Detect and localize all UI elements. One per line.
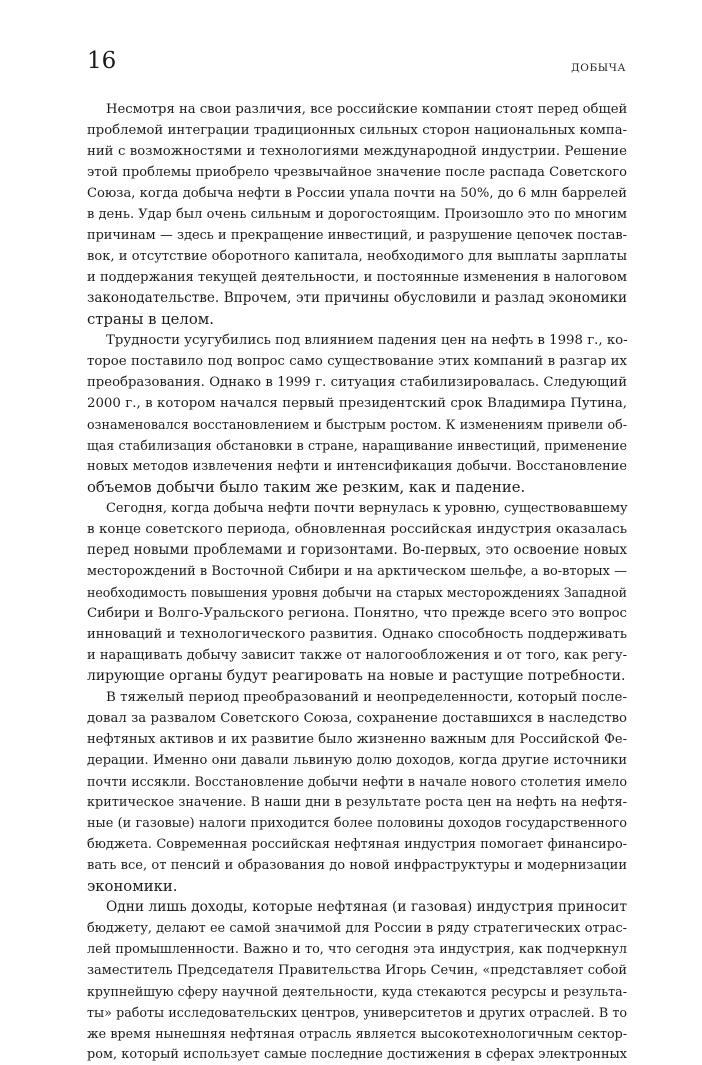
text-line: ты» работы исследовательских центров, университетов и других отраслей. В то xyxy=(87,1005,627,1020)
text-line: законодательстве. Впрочем, эти причины обусловили и разлад экономики xyxy=(87,290,627,306)
text-line: нефтяных активов и их развитие было жизненно важным для Российской Фе- xyxy=(87,732,627,747)
paragraph-5 xyxy=(87,897,627,1065)
text-line: необходимость повышения уровня добычи на старых месторождениях Западной xyxy=(87,585,627,600)
text-line: ний с возможностями и технологиями международной индустрии. Решение xyxy=(87,144,627,159)
text-line: месторождений в Восточной Сибири и на арктическом шельфе, а во-вторых — xyxy=(87,564,627,579)
text-line: объемов добычи было таким же резким, как и падение. xyxy=(87,479,526,496)
text-line: заместитель Председателя Правительства Игорь Сечин, «представляет собой xyxy=(87,963,627,978)
text-line: крупнейшую сферу научной деятельности, куда стекаются ресурсы и результа- xyxy=(87,984,627,999)
text-line: вать все, от пенсий и образования до новой инфраструктуры и модернизации xyxy=(87,858,627,873)
text-line: лей промышленности. Важно и то, что сегодня эта индустрия, как подчеркнул xyxy=(87,942,627,957)
text-line: Одни лишь доходы, которые нефтяная (и газовая) индустрия приносит xyxy=(106,899,627,915)
text-line: и наращивать добычу зависит также от налогообложения и от того, как регу- xyxy=(87,648,627,663)
text-line: инноваций и технологического развития. Однако способность поддерживать xyxy=(87,627,627,642)
text-line: Союза, когда добыча нефти в России упала почти на 50%, до 6 млн баррелей xyxy=(87,186,627,201)
text-line: новых методов извлечения нефти и интенсификация добычи. Восстановление xyxy=(87,459,627,474)
text-line: и поддержания текущей деятельности, и постоянные изменения в налоговом xyxy=(87,270,627,285)
text-line: торое поставило под вопрос само существование этих компаний в разгар их xyxy=(87,354,627,369)
text-line: В тяжелый период преобразований и неопределенности, который после- xyxy=(106,690,627,705)
text-line: ные (и газовые) налоги приходится более половины доходов государственного xyxy=(87,816,627,831)
paragraph-3 xyxy=(87,498,627,687)
body-text xyxy=(87,99,627,1065)
paragraph-2 xyxy=(87,330,627,498)
text-line: бюджету, делают ее самой значимой для России в ряду стратегических отрас- xyxy=(87,921,627,936)
text-line: в конце советского периода, обновленная российская индустрия оказалась xyxy=(87,522,627,537)
page-number: 16 xyxy=(87,48,117,74)
text-line: довал за развалом Советского Союза, сохранение доставшихся в наследство xyxy=(87,711,627,726)
text-line: преобразования. Однако в 1999 г. ситуация стабилизировалась. Следующий xyxy=(87,375,627,390)
text-line: щая стабилизация обстановки в стране, наращивание инвестиций, применение xyxy=(87,438,627,453)
text-line: страны в целом. xyxy=(87,311,214,328)
running-head: ДОБЫЧА xyxy=(571,62,626,74)
text-line: экономики. xyxy=(87,878,178,895)
text-line: проблемой интеграции традиционных сильных сторон национальных компа- xyxy=(87,123,627,138)
text-line: дерации. Именно они давали львиную долю доходов, когда другие источники xyxy=(87,753,627,768)
text-line: Несмотря на свои различия, все российские компании стоят перед общей xyxy=(106,102,628,117)
text-line: Трудности усугубились под влиянием падения цен на нефть в 1998 г., ко- xyxy=(106,333,628,348)
paragraph-1 xyxy=(87,99,627,330)
text-line: ром, который использует самые последние достижения в сферах электронных xyxy=(87,1047,627,1062)
text-line: в день. Удар был очень сильным и дорогостоящим. Произошло это по многим xyxy=(87,207,627,222)
text-line: перед новыми проблемами и горизонтами. Во-первых, это освоение новых xyxy=(87,542,627,558)
text-line: Сегодня, когда добыча нефти почти вернулась к уровню, существовавшему xyxy=(106,501,628,516)
text-line: бюджета. Современная российская нефтяная индустрия помогает финансиро- xyxy=(87,837,627,852)
text-line: Сибири и Волго-Уральского региона. Понятно, что прежде всего это вопрос xyxy=(87,606,627,621)
text-line: лирующие органы будут реагировать на новые и растущие потребности. xyxy=(87,668,626,684)
text-line: же время нынешняя нефтяная отрасль является высокотехнологичным сектор- xyxy=(87,1026,627,1041)
text-line: 2000 г., в котором начался первый президентский срок Владимира Путина, xyxy=(87,396,627,411)
text-line: вок, и отсутствие оборотного капитала, необходимого для выплаты зарплаты xyxy=(87,249,627,264)
paragraph-4 xyxy=(87,687,627,897)
text-line: почти иссякли. Восстановление добычи нефти в начале нового столетия имело xyxy=(87,774,627,789)
text-line: ознаменовался восстановлением и быстрым ростом. К изменениям привели об- xyxy=(87,417,627,432)
text-line: критическое значение. В наши дни в результате роста цен на нефть на нефтя- xyxy=(87,795,627,810)
text-line: этой проблемы приобрело чрезвычайное значение после распада Советского xyxy=(87,165,627,180)
text-line: причинам — здесь и прекращение инвестиций, и разрушение цепочек постав- xyxy=(87,228,627,243)
